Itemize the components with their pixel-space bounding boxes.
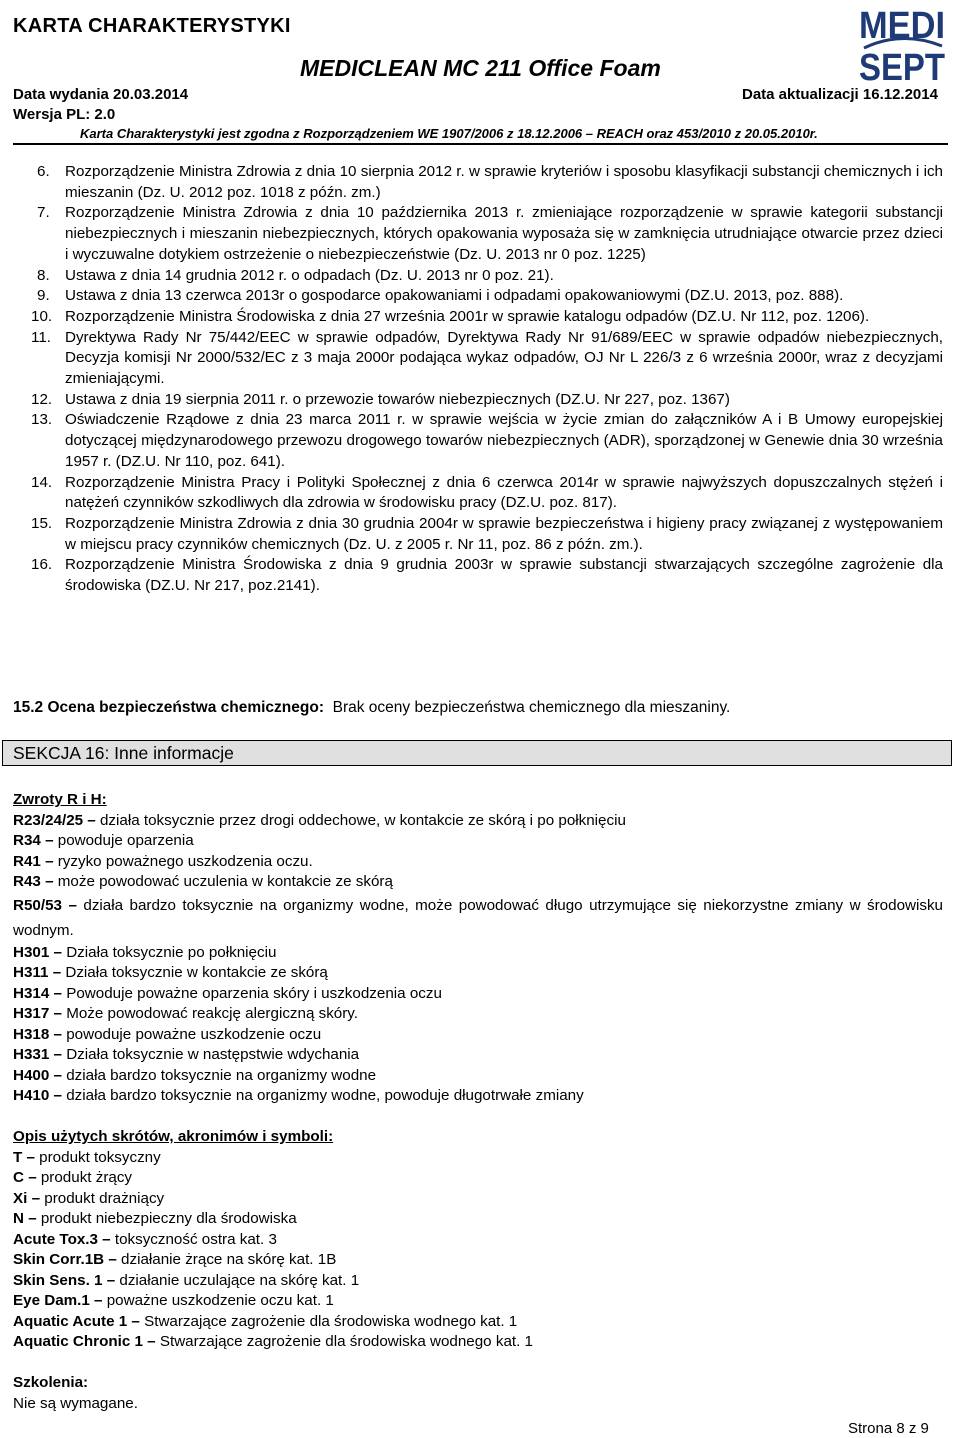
rh-phrase-code: H317 – — [13, 1005, 62, 1022]
abbreviation-item — [13, 1209, 943, 1230]
abbr-heading: Opis użytych skrótów, akronimów i symboli: — [13, 1128, 334, 1145]
abbreviation-item — [13, 1332, 943, 1353]
training — [13, 1373, 943, 1414]
rh-phrase-description: działa toksycznie przez drogi oddechowe, w kontakcie ze skórą i po połknięciu — [95, 811, 626, 829]
references-list — [13, 162, 943, 597]
document-type-title: KARTA CHARAKTERYSTYKI — [13, 15, 291, 37]
rh-phrase-code: R50/53 – — [13, 896, 77, 914]
rh-phrase-item — [13, 963, 943, 984]
product-name: MEDICLEAN MC 211 Office Foam — [300, 55, 661, 81]
abbreviation-item — [13, 1291, 943, 1312]
abbreviation-description: produkt niebezpieczny dla środowiska — [36, 1210, 297, 1227]
svg-text:SEPT: SEPT — [859, 47, 945, 89]
rh-phrase-code: H301 – — [13, 943, 62, 961]
reference-number: 9. — [37, 287, 50, 305]
abbreviation-description: produkt drażniący — [40, 1189, 165, 1207]
reference-item — [13, 410, 943, 472]
abbreviation-description: działanie uczulające na skórę kat. 1 — [115, 1271, 360, 1289]
rh-phrase-item — [13, 1066, 943, 1087]
rh-phrase-item — [13, 872, 943, 893]
reference-text: Ustawa z dnia 13 czerwca 2013r o gospodarce opakowaniami i odpadami opakowaniowymi (DZ.U. 2013, poz. 888). — [65, 287, 844, 305]
abbreviation-code: Skin Corr.1B – — [13, 1251, 117, 1268]
reference-number: 12. — [31, 390, 53, 408]
rh-phrase-description: Działa toksycznie w następstwie wdychania — [61, 1046, 360, 1063]
rh-phrase-code: H318 – — [13, 1025, 62, 1043]
rh-phrase-item — [13, 984, 943, 1005]
rh-phrase-description: Może powodować reakcję alergiczną skóry. — [61, 1005, 358, 1022]
rh-phrase-description: powoduje poważne uszkodzenie oczu — [61, 1025, 322, 1043]
rh-phrase-description: Działa toksycznie po połknięciu — [61, 943, 277, 961]
rh-phrase-description: Powoduje poważne oparzenia skóry i uszkodzenia oczu — [61, 984, 442, 1002]
reference-text: Rozporządzenie Ministra Zdrowia z dnia 10 października 2013 r. zmieniające rozporządzenie w sprawie kategorii substancji niebezpiecznych i mieszanin niebezpiecznych, których opakowania wyposaża się w zamknięcia utrudniające otwarcie przez dzieci i wyczuwalne dotykiem ostrzeżenie o niebezpieczeństwie (Dz. U. 2013 nr 0 poz. 1225) — [65, 204, 943, 263]
rh-phrase-item — [13, 1045, 943, 1066]
reference-number: 8. — [37, 266, 50, 284]
rh-phrase-code: H311 – — [13, 964, 62, 981]
section-16-title: SEKCJA 16: Inne informacje — [13, 743, 234, 763]
training-heading: Szkolenia: — [13, 1374, 89, 1391]
reference-number: 11. — [31, 328, 51, 346]
abbreviation-description: produkt toksyczny — [34, 1148, 161, 1166]
section-15-2-text: Brak oceny bezpieczeństwa chemicznego dla mieszaniny. — [332, 699, 731, 716]
abbreviation-item — [13, 1189, 943, 1210]
rh-phrase-code: R41 – — [13, 852, 54, 870]
abbreviation-code: Xi – — [13, 1189, 41, 1207]
medisept-logo — [856, 2, 948, 89]
reference-text: Rozporządzenie Ministra Środowiska z dnia 9 grudnia 2003r w sprawie substancji stwarzających szczególne zagrożenie dla środowiska (DZ.U. Nr 217, poz.2141). — [65, 556, 943, 595]
rh-phrase-code: H314 – — [13, 984, 62, 1002]
version: Wersja PL: 2.0 — [13, 106, 116, 123]
rh-phrase-code: H331 – — [13, 1046, 62, 1063]
reference-item — [13, 473, 943, 514]
rh-phrase-item — [13, 1004, 943, 1025]
abbr-list — [13, 1148, 943, 1353]
abbreviation-code: Eye Dam.1 – — [13, 1292, 103, 1309]
reference-text: Oświadczenie Rządowe z dnia 23 marca 2011 r. w sprawie wejścia w życie zmian do załączników A i B Umowy europejskiej dotyczącej międzynarodowego przewozu drogowego towarów niebezpiecznych (ADR), sporządzonej w Genewie dnia 30 września 1957 r. (DZ.U. Nr 110, poz. 641). — [65, 411, 943, 470]
reference-item — [13, 328, 943, 390]
header-divider — [13, 143, 948, 145]
reference-number: 14. — [31, 473, 53, 491]
reference-item — [13, 307, 943, 328]
reference-item — [13, 555, 943, 596]
reference-item — [13, 203, 943, 265]
reference-text: Rozporządzenie Ministra Zdrowia z dnia 30 grudnia 2004r w sprawie bezpieczeństwa i higieny pracy związanej z występowaniem w miejscu pracy czynników chemicznych (Dz. U. z 2005 r. Nr 11, poz. 86 z późn. zm.). — [65, 514, 943, 553]
reference-number: 16. — [31, 556, 53, 574]
rh-list — [13, 811, 943, 1107]
abbreviation-description: Stwarzające zagrożenie dla środowiska wodnego kat. 1 — [155, 1333, 533, 1350]
reference-text: Ustawa z dnia 19 sierpnia 2011 r. o przewozie towarów niebezpiecznych (DZ.U. Nr 227, poz. 1367) — [65, 390, 730, 408]
abbreviation-code: Skin Sens. 1 – — [13, 1271, 116, 1289]
abbreviation-code: N – — [13, 1210, 37, 1227]
rh-phrase-item — [13, 831, 943, 852]
rh-phrase-description: może powodować uczulenia w kontakcie ze skórą — [53, 873, 393, 890]
abbreviation-description: poważne uszkodzenie oczu kat. 1 — [102, 1292, 334, 1309]
rh-phrase-item — [13, 1086, 943, 1107]
abbreviation-code: T – — [13, 1148, 35, 1166]
abbreviation-item — [13, 1312, 943, 1333]
chemical-safety-assessment — [13, 699, 730, 717]
reference-item — [13, 514, 943, 555]
rh-phrases — [13, 790, 943, 1107]
rh-phrase-description: działa bardzo toksycznie na organizmy wodne — [61, 1066, 377, 1084]
page-number: Strona 8 z 9 — [848, 1420, 929, 1437]
update-date: Data aktualizacji 16.12.2014 — [742, 86, 938, 103]
rh-phrase-item — [13, 811, 943, 832]
abbreviation-description: toksyczność ostra kat. 3 — [110, 1230, 277, 1248]
reference-number: 6. — [37, 163, 50, 180]
abbreviation-code: Aquatic Acute 1 – — [13, 1312, 140, 1330]
abbreviation-item — [13, 1230, 943, 1251]
rh-phrase-description: działa bardzo toksycznie na organizmy wodne, może powodować długo utrzymujące się niekorzystne zmiany w środowisku wodnym. — [13, 896, 944, 939]
reference-item — [13, 266, 943, 287]
abbreviation-code: C – — [13, 1169, 37, 1186]
reference-number: 10. — [31, 307, 53, 325]
rh-phrase-code: H410 – — [13, 1087, 62, 1104]
reference-text: Dyrektywa Rady Nr 75/442/EEC w sprawie odpadów, Dyrektywa Rady Nr 91/689/EEC w sprawie odpadów niebezpiecznych, Decyzja komisji Nr 2000/532/EC z 3 maja 2000r podająca wykaz odpadów, OJ Nr L 226/3 z 6 września 2000r, wraz z decyzjami zmieniającymi. — [65, 328, 943, 388]
rh-heading: Zwroty R i H: — [13, 791, 107, 808]
issue-date: Data wydania 20.03.2014 — [13, 86, 189, 103]
reference-item — [13, 162, 943, 203]
rh-phrase-code: R34 – — [13, 832, 54, 849]
reference-text: Rozporządzenie Ministra Pracy i Polityki Społecznej z dnia 6 czerwca 2014r w sprawie najwyższych dopuszczalnych stężeń i natężeń czynników szkodliwych dla zdrowia w środowisku pracy (DZ.U. poz. 817). — [65, 473, 943, 512]
compliance-note: Karta Charakterystyki jest zgodna z Rozporządzeniem WE 1907/2006 z 18.12.2006 – REACH oraz 453/2010 z 20.05.2010r. — [80, 126, 818, 141]
rh-phrase-description: Działa toksycznie w kontakcie ze skórą — [61, 964, 328, 981]
reference-number: 13. — [31, 411, 53, 429]
abbreviation-item — [13, 1148, 943, 1169]
abbreviation-item — [13, 1250, 943, 1271]
reference-text: Rozporządzenie Ministra Środowiska z dnia 27 września 2001r w sprawie katalogu odpadów (DZ.U. Nr 112, poz. 1206). — [65, 307, 870, 325]
abbreviation-description: produkt żrący — [36, 1169, 133, 1186]
training-text: Nie są wymagane. — [13, 1394, 138, 1412]
rh-phrase-code: H400 – — [13, 1066, 62, 1084]
abbreviation-description: Stwarzające zagrożenie dla środowiska wodnego kat. 1 — [139, 1312, 518, 1330]
abbreviation-item — [13, 1168, 943, 1189]
reference-item — [13, 390, 943, 411]
legal-references — [13, 162, 943, 597]
rh-phrase-description: działa bardzo toksycznie na organizmy wodne, powoduje długotrwałe zmiany — [61, 1087, 584, 1104]
rh-phrase-item — [13, 852, 943, 873]
rh-phrase-code: R23/24/25 – — [13, 811, 96, 829]
svg-text:MEDI: MEDI — [859, 5, 945, 47]
reference-text: Rozporządzenie Ministra Zdrowia z dnia 10 sierpnia 2012 r. w sprawie kryteriów i sposobu klasyfikacji substancji chemicznych i ich mieszanin (Dz. U. 2012 poz. 1018 z późn. zm.) — [65, 163, 943, 201]
rh-phrase-item — [13, 1025, 943, 1046]
reference-number: 7. — [37, 204, 50, 222]
abbreviation-item — [13, 1271, 943, 1292]
reference-number: 15. — [31, 514, 53, 532]
rh-phrase-code: R43 – — [13, 873, 54, 890]
abbreviation-description: działanie żrące na skórę kat. 1B — [116, 1251, 337, 1268]
reference-item — [13, 286, 943, 307]
section-16-header — [2, 740, 952, 766]
reference-text: Ustawa z dnia 14 grudnia 2012 r. o odpadach (Dz. U. 2013 nr 0 poz. 21). — [65, 266, 554, 284]
abbreviation-code: Acute Tox.3 – — [13, 1230, 111, 1248]
section-15-2-label: 15.2 Ocena bezpieczeństwa chemicznego: — [13, 699, 324, 716]
abbreviations — [13, 1127, 943, 1353]
rh-phrase-item — [13, 893, 943, 943]
rh-phrase-item — [13, 943, 943, 964]
rh-phrase-description: ryzyko poważnego uszkodzenia oczu. — [53, 852, 313, 870]
rh-phrase-description: powoduje oparzenia — [53, 832, 194, 849]
abbreviation-code: Aquatic Chronic 1 – — [13, 1333, 156, 1350]
